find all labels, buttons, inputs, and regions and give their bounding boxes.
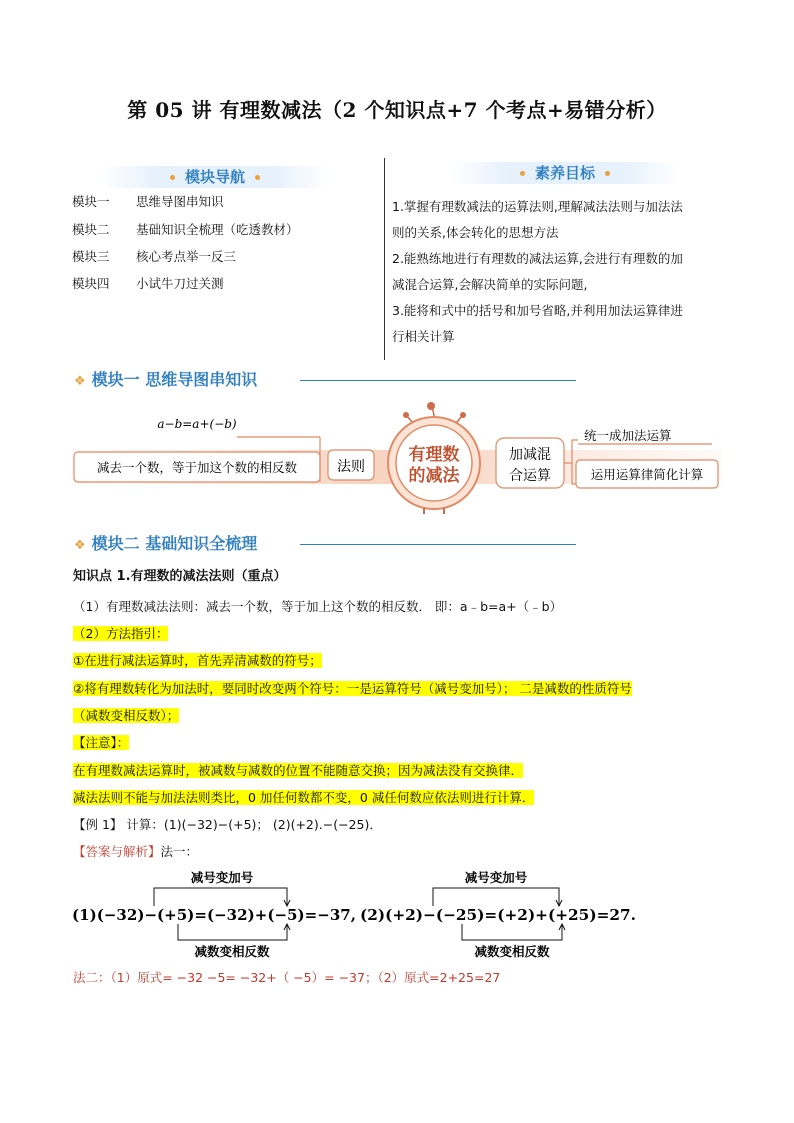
solution-equation <box>72 866 672 962</box>
answer-title: 【答案与解析】 <box>73 844 161 859</box>
nav-item-key: 模块四 <box>72 276 110 291</box>
module2-heading <box>74 532 257 556</box>
equation-part1: (1)(−32)−(+5)=(−32)+(−5)=−37, <box>72 906 356 924</box>
mixed-line2: 合运算 <box>509 468 551 484</box>
nav-item-label: 基础知识全梳理（吃透教材） <box>136 222 299 237</box>
module1-title: 模块一 思维导图串知识 <box>91 370 258 389</box>
goals-header-label: 素养目标 <box>534 164 595 182</box>
module2-title: 模块二 基础知识全梳理 <box>91 534 258 553</box>
dot-icon <box>605 171 610 176</box>
method-2a-text: ②将有理数转化为加法时，要同时改变两个符号：一是运算符号（减号变加号）； 二是减数的性质符号 <box>73 681 632 696</box>
branch-item1: 统一成加法运算 <box>584 428 672 443</box>
dot-icon <box>255 175 260 180</box>
mixed-line1: 加减混 <box>509 447 551 463</box>
branch-item2: 运用运算律简化计算 <box>590 467 704 482</box>
note-2 <box>73 788 534 808</box>
goal-line: 1.掌握有理数减法的运算法则,理解减法法则与加法法 <box>392 199 683 214</box>
equation-graphic <box>72 866 672 962</box>
method-2b-text: （减数变相反数）； <box>73 708 180 723</box>
dot-icon <box>520 171 525 176</box>
nav-item-key: 模块二 <box>72 222 110 237</box>
example-1: 【例 1】 计算：(1)(−32)−(+5)； (2)(+2).−(−25)． <box>73 817 382 832</box>
label-bottom-1: 减数变相反数 <box>194 944 270 959</box>
module2-rule <box>300 544 576 545</box>
goal-line: 减混合运算,会解决简单的实际问题, <box>392 277 588 292</box>
goals-header <box>450 162 680 184</box>
note-2-text: 减法法则不能与加法法则类比，0 加任何数都不变，0 减任何数应依法则进行计算． <box>73 790 535 805</box>
dot-icon <box>170 175 175 180</box>
nav-item-label: 思维导图串知识 <box>136 194 224 209</box>
method-1 <box>73 651 322 671</box>
method-2-solution: 法二：（1）原式= −32 −5= −32+（ −5）= −37；（2）原式=2+25=27 <box>73 970 501 985</box>
diamond-icon: ❖ <box>74 374 86 389</box>
nav-header <box>100 166 330 188</box>
center-line1: 有理数 <box>408 445 460 465</box>
answer-method1: 法一： <box>160 844 199 859</box>
nav-item-4 <box>72 274 224 294</box>
goal-line: 3.能将和式中的括号和加号省略,并利用加法运算律进 <box>392 303 683 318</box>
subtraction-rule: （1）有理数减法法则：减去一个数，等于加上这个数的相反数． 即：a﹣b=a+（﹣b） <box>73 599 563 614</box>
diamond-icon: ❖ <box>74 538 86 553</box>
center-line2: 的减法 <box>408 466 460 486</box>
answer-heading <box>73 842 198 862</box>
method-1-text: ①在进行减法运算时，首先弄清减数的符号； <box>73 653 322 668</box>
note-title-text: 【注意】： <box>73 735 130 750</box>
note-title <box>73 733 129 753</box>
module1-heading <box>74 368 257 392</box>
nav-item-1 <box>72 192 224 212</box>
method-title-text: （2）方法指引： <box>73 626 169 641</box>
nav-item-3 <box>72 247 236 267</box>
column-divider <box>384 158 385 360</box>
note-1-text: 在有理数减法运算时，被减数与减数的位置不能随意交换；因为减法没有交换律． <box>73 763 524 778</box>
formula-text: a−b=a+(−b) <box>157 417 237 431</box>
goals-list <box>392 194 732 350</box>
note-1 <box>73 761 523 781</box>
label-top-2: 减号变加号 <box>464 870 528 885</box>
nav-item-key: 模块三 <box>72 249 110 264</box>
method-title <box>73 624 168 644</box>
antenna-dot <box>460 412 466 418</box>
nav-item-key: 模块一 <box>72 194 110 209</box>
method-2b <box>73 706 179 726</box>
page-title: 第 05 讲 有理数减法（2 个知识点+7 个考点+易错分析） <box>127 98 667 122</box>
knowledge-point-1: 知识点 1.有理数的减法法则（重点） <box>73 569 287 584</box>
nav-item-label: 小试牛刀过关测 <box>136 276 224 291</box>
antenna-dot <box>403 412 409 418</box>
equation-part2: (2)(+2)−(−25)=(+2)+(+25)=27. <box>360 906 636 924</box>
module1-rule <box>300 380 576 381</box>
mind-map <box>72 400 722 520</box>
nav-item-label: 核心考点举一反三 <box>136 249 237 264</box>
nav-item-2 <box>72 220 299 240</box>
goal-line: 2.能熟练地进行有理数的减法运算,会进行有理数的加 <box>392 251 683 266</box>
goal-line: 则的关系,体会转化的思想方法 <box>392 225 559 240</box>
goal-line: 行相关计算 <box>392 329 455 344</box>
label-bottom-2: 减数变相反数 <box>474 944 550 959</box>
method-2a <box>73 679 632 699</box>
label-top-1: 减号变加号 <box>190 870 254 885</box>
mind-map-graphic <box>72 400 722 520</box>
antenna-dot <box>427 402 435 410</box>
rule-text: 减去一个数，等于加这个数的相反数 <box>96 460 298 475</box>
rule-label: 法则 <box>337 459 365 475</box>
nav-header-label: 模块导航 <box>184 168 245 186</box>
